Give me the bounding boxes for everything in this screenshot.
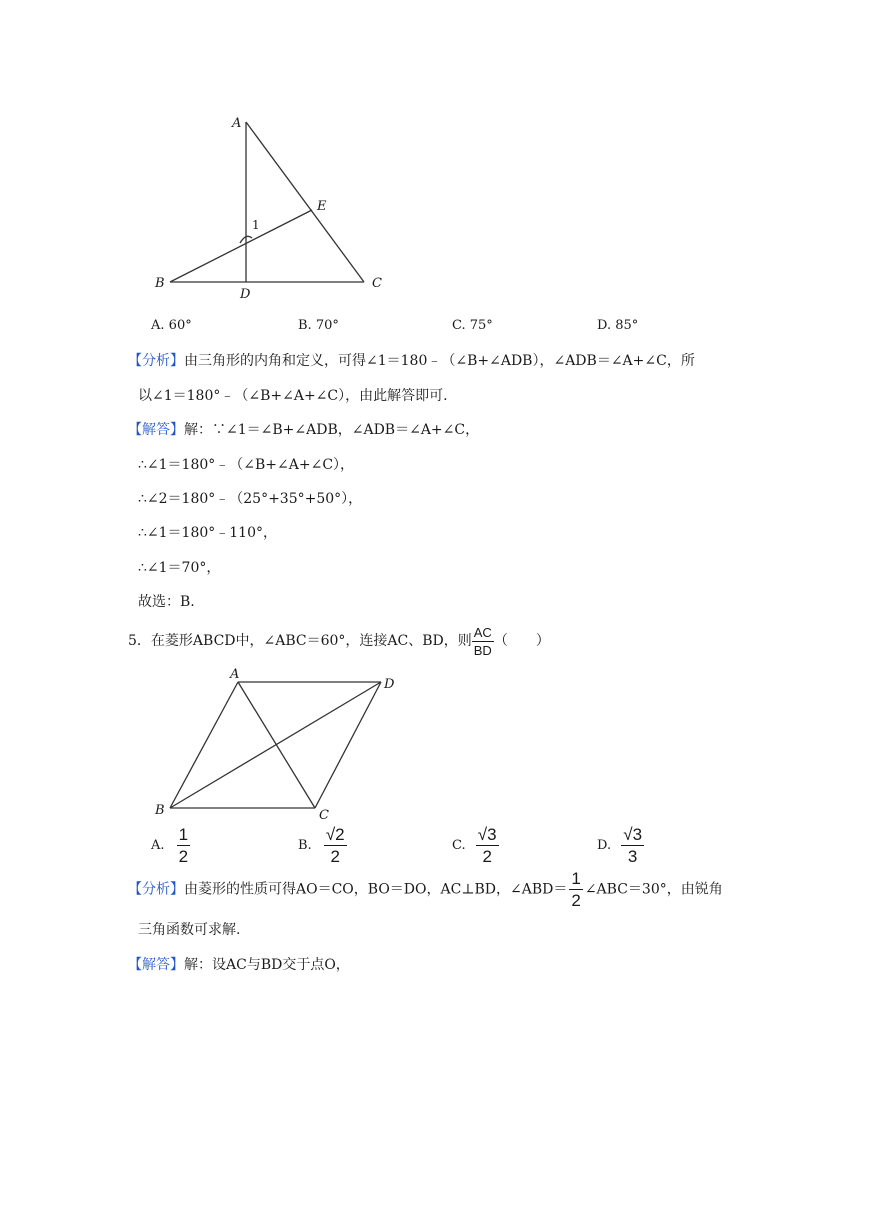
label-angle-1: 1 [252,218,260,232]
label-b: B [155,276,165,291]
label-d: D [240,287,251,302]
q4-answer-line2: ∴∠1＝180°﹣（∠B+∠A+∠C）， [138,457,355,473]
q5-stem: 5．在菱形ABCD中，∠ABC＝60°，连接AC、BD，则 $\frac{AC}{BD}$ （ ） [128,624,550,658]
q5-option-b: B. $\frac{√2}{2}$ [298,825,345,866]
q4-option-c: C. 75° [452,318,493,333]
analysis-tag: 【分析】 [128,881,184,898]
q4-answer-line4: ∴∠1＝180°﹣110°， [138,525,277,541]
q4-analysis-line1: 【分析】由三角形的内角和定义，可得∠1＝180﹣（∠B+∠ADB），∠ADB＝∠A+∠C，所 [128,353,695,369]
q4-answer-line1: 【解答】解：∵∠1＝∠B+∠ADB，∠ADB＝∠A+∠C， [128,422,480,438]
half-fraction: $\frac{1}{2}$ [571,869,581,910]
q4-option-b: B. 70° [298,318,339,333]
q5-fraction-ac-bd: $\frac{AC}{BD}$ [473,624,492,658]
diagonal-bd [170,682,381,808]
q5-answer-line1: 【解答】解：设AC与BD交于点O， [128,957,350,973]
q4-answer-line5: ∴∠1＝70°， [138,560,221,576]
q5-option-c: C. $\frac{√3}{2}$ [452,825,497,866]
q4-analysis-line2: 以∠1＝180°﹣（∠B+∠A+∠C），由此解答即可. [138,388,448,404]
q4-option-a: A. 60° [151,318,192,333]
answer-tag: 【解答】 [128,957,184,973]
segment-ac [246,122,364,282]
q4-answer-line3: ∴∠2＝180°﹣（25°+35°+50°）， [138,491,363,507]
q4-option-d: D. 85° [597,318,639,333]
analysis-tag: 【分析】 [128,353,184,369]
q4-answer-line6: 故选：B. [138,594,195,610]
label-c: C [372,276,382,291]
label-a: A [232,116,242,131]
label-b: B [155,803,165,818]
figure-rhombus-abcd [145,662,415,827]
q5-analysis-line2: 三角函数可求解. [138,922,241,938]
side-ab [170,682,238,808]
label-d: D [384,677,395,692]
label-c: C [319,808,329,823]
label-e: E [317,199,327,214]
figure-triangle-abc [140,105,400,305]
q5-option-d: D. $\frac{√3}{3}$ [597,825,643,866]
segment-be [170,210,312,282]
label-a: A [230,667,240,682]
answer-tag: 【解答】 [128,422,184,438]
side-cd [315,682,381,808]
q5-analysis-line1: 【分析】由菱形的性质可得AO＝CO，BO＝DO，AC⊥BD，∠ABD＝ $\frac{1}{2}$ ∠ABC＝30°，由锐角 [128,869,723,910]
q5-option-a: A. $\frac{1}{2}$ [151,825,189,866]
